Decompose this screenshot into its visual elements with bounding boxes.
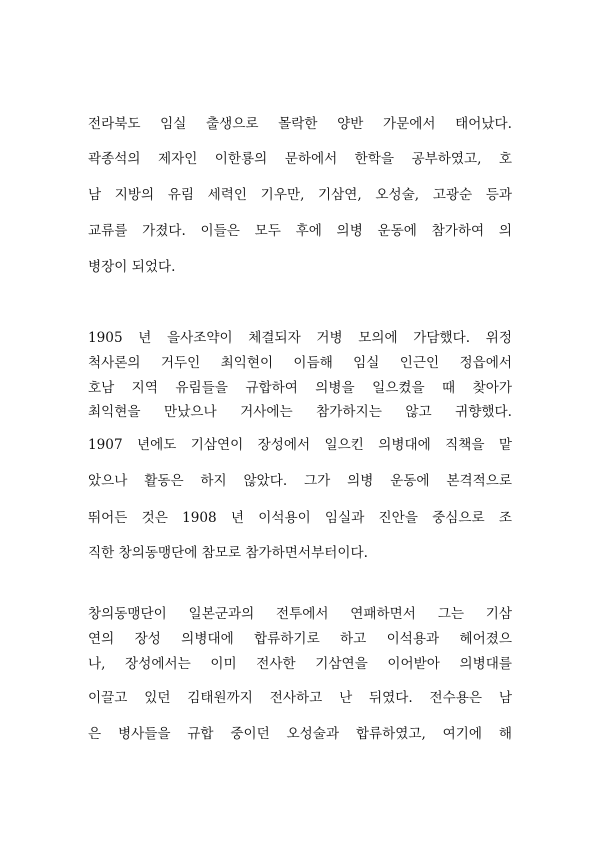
paragraph-3-line-1: 창의동맹단이 일본군과의 전투에서 연패하면서 그는 기삼 [88,606,512,622]
paragraph-2-line-6: 았으나 활동은 하지 않았다. 그가 의병 운동에 본격적으로 [88,473,512,489]
paragraph-3-line-4: 이끌고 있던 김태원까지 전사하고 난 뒤였다. 전수용은 남 [88,690,512,706]
paragraph-1-line-3: 남 지방의 유림 세력인 기우만, 기삼연, 오성술, 고광순 등과 [88,187,512,203]
paragraph-2-line-8: 직한 창의동맹단에 참모로 참가하면서부터이다. [88,545,368,561]
paragraph-3-line-3: 나, 장성에서는 이미 전사한 기삼연을 이어받아 의병대를 [88,656,512,672]
paragraph-3-line-5: 은 병사들을 규합 중이던 오성술과 합류하였고, 여기에 해 [88,726,512,742]
paragraph-1-line-1: 전라북도 임실 출생으로 몰락한 양반 가문에서 태어났다. [88,116,512,132]
paragraph-2-line-2: 척사론의 거두인 최익현이 이듬해 임실 인근인 정읍에서 [88,355,512,371]
paragraph-2-line-5: 1907 년에도 기삼연이 장성에서 일으킨 의병대에 직책을 맡 [88,437,512,453]
paragraph-2-line-4: 최익현을 만났으나 거사에는 참가하지는 않고 귀향했다. [88,404,512,420]
paragraph-3-line-2: 연의 장성 의병대에 합류하기로 하고 이석용과 헤어졌으 [88,631,512,647]
paragraph-2-line-7: 뛰어든 것은 1908 년 이석용이 임실과 진안을 중심으로 조 [88,510,512,526]
paragraph-2-line-1: 1905 년 을사조약이 체결되자 거병 모의에 가담했다. 위정 [88,330,512,346]
paragraph-1-line-5: 병장이 되었다. [88,259,176,275]
paragraph-1-line-4: 교류를 가졌다. 이들은 모두 후에 의병 운동에 참가하여 의 [88,223,512,239]
paragraph-1-line-2: 곽종석의 제자인 이한룡의 문하에서 한학을 공부하였고, 호 [88,151,512,167]
paragraph-2-line-3: 호남 지역 유림들을 규합하여 의병을 일으켰을 때 찾아가 [88,380,512,396]
